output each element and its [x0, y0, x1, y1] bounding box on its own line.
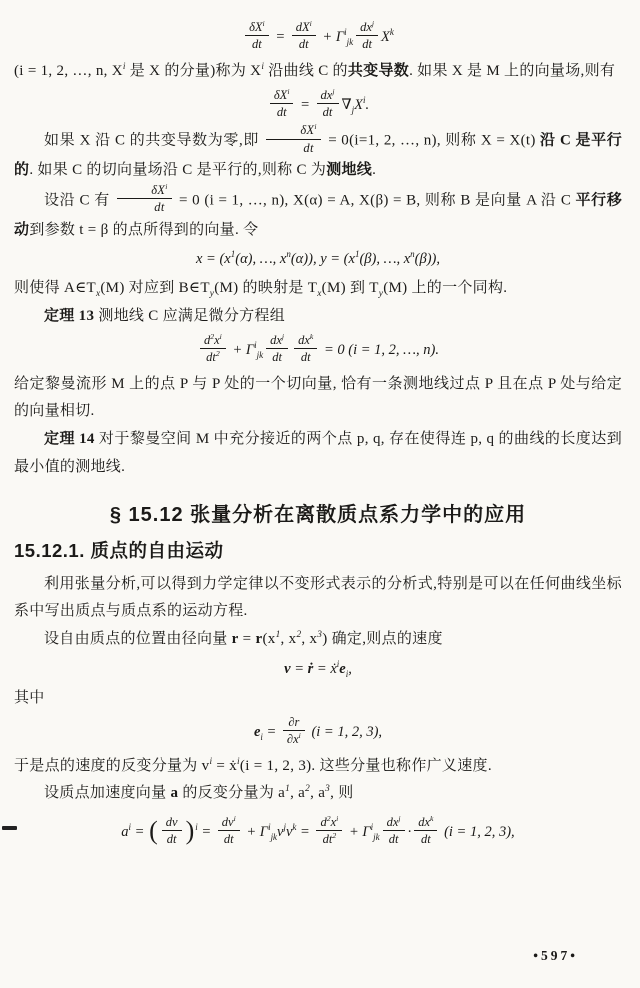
fraction: $\frac{d^2x^i}{dt^2}$: [200, 333, 226, 365]
fraction: $\frac{dx^k}{dt}$: [414, 815, 437, 847]
fraction: $\frac{dv}{dt}$: [162, 815, 182, 847]
eq-covariant-derivative-vector-field: $\frac{\delta X^i}{dt}$ = $\frac{dx^j}{dt}$ $\nabla_jX^i$.: [14, 90, 622, 122]
eq-basis-vectors: $e_i$ = $\frac{\partial r}{\partial x^i}$ (i = 1, 2, 3),: [253, 714, 383, 747]
section-heading: § 15.12 张量分析在离散质点系力学中的应用: [109, 503, 527, 526]
eq-acceleration: $a^i$ = ( $\frac{dv}{dt}$ )$^i$ = $\frac{dv^i}{dt}$ + $\Gamma^i_{jk}v^jv^k$ = $\frac{d^2x^i}{dt^2}$ + $\Gamma^i_{jk}$ $\frac{dx^j}{dt}$ · $\frac{dx^k}{dt}$ (i = 1, 2, 3),: [121, 813, 515, 847]
fraction: $\frac{dx^k}{dt}$: [294, 333, 317, 365]
fraction: $\frac{\delta X^i}{dt}$: [245, 20, 269, 52]
para-where: 其中: [14, 690, 45, 707]
para-parallel-definition: 如果 X 沿 C 的共变导数为零,即 $\frac{\delta X^i}{dt}$ = 0(i=1, 2, …, n), 则称 X = X(t) 沿 C 是平行的. 如果 C 的切向量场沿 C 是平行的,则称 C 为测地线.: [14, 122, 622, 178]
para-geodesic-existence: 给定黎曼流形 M 上的点 P 与 P 处的一个切向量, 恰有一条测地线过点 P 且在点 P 处与给定的向量相切.: [14, 375, 622, 420]
fraction: $\frac{dx^j}{dt}$: [356, 20, 378, 52]
fraction: $\frac{dx^j}{dt}$: [383, 815, 405, 847]
para-theorem-13: 定理 13 测地线 C 应满足微分方程组: [44, 308, 286, 325]
para-theorem-14: 定理 14 对于黎曼空间 M 中充分接近的两个点 p, q, 存在使得连 p, q 的曲线的长度达到最小值的测地线.: [14, 431, 622, 475]
page-number: •597•: [533, 948, 578, 963]
eq-geodesic-equation: $\frac{d^2x^i}{dt^2}$ + $\Gamma^i_{jk}$ $\frac{dx^j}{dt}$ $\frac{dx^k}{dt}$ = 0 (i = 1, 2, …, n).: [14, 335, 622, 367]
subsection-heading: 15.12.1. 质点的自由运动: [14, 539, 224, 561]
para-contravariant-velocity: 于是点的速度的反变分量为 $v^i$ = ẋ$^i$(i = 1, 2, 3). 这些分量也称作广义速度.: [14, 756, 492, 774]
para-tensor-mechanics-intro: 利用张量分析,可以得到力学定律以不变形式表示的分析式,特别是可以在任何曲线坐标系中写出质点与质点系的运动方程.: [14, 575, 622, 620]
eq-covariant-derivative-along-curve: $\frac{\delta X^i}{dt}$ = $\frac{dX^i}{dt}$ + $\Gamma^i_{jk}$ $\frac{dx^j}{dt}$ $X^k$: [14, 22, 622, 54]
scan-artifact-dash: [2, 826, 17, 830]
fraction: $\frac{\delta X^i}{dt}$: [266, 123, 321, 155]
eq-points-x-y: $x = (x^1(\alpha)$, …, $x^n(\alpha)$), $y = (x^1(\beta)$, …, $x^n(\beta)$),: [195, 249, 440, 268]
fraction: $\frac{\delta X^i}{dt}$: [270, 88, 294, 120]
fraction: $\frac{\partial r}{\partial x^i}$: [283, 715, 305, 747]
para-covariant-derivative-definition: (i = 1, 2, …, n, $X^i$ 是 X 的分量)称为 $X^i$ 沿曲线 C 的共变导数. 如果 X 是 M 上的向量场,则有: [14, 61, 616, 79]
fraction: $\frac{dx^j}{dt}$: [266, 333, 288, 365]
fraction: $\frac{d^2x^i}{dt^2}$: [316, 815, 342, 847]
para-acceleration-components: 设质点加速度向量 a 的反变分量为 $a^1$, $a^2$, $a^3$, 则: [44, 784, 354, 802]
fraction: $\frac{\delta X^i}{dt}$: [117, 183, 172, 215]
fraction: $\frac{dx^j}{dt}$: [317, 88, 339, 120]
para-parallel-transport: 设沿 C 有 $\frac{\delta X^i}{dt}$ = 0 (i = 1, …, n), X(α) = A, X(β) = B, 则称 B 是向量 A 沿 C 平行移动到参数 t = β 的点所得到的向量. 令: [14, 181, 623, 238]
eq-velocity: v = ṙ = $ẋ^ie_i$,: [284, 659, 352, 679]
fraction: $\frac{dX^i}{dt}$: [292, 20, 316, 52]
fraction: $\frac{dv^i}{dt}$: [218, 815, 240, 847]
para-isomorphism: 则使得 $A\in T_x(M)$ 对应到 $B\in T_y(M)$ 的映射是 $T_x(M)$ 到 $T_y(M)$ 上的一个同构.: [14, 280, 508, 300]
para-free-particle-position: 设自由质点的位置由径向量 $r = r(x^1$, $x^2$, $x^3$) 确定,则点的速度: [44, 630, 443, 648]
